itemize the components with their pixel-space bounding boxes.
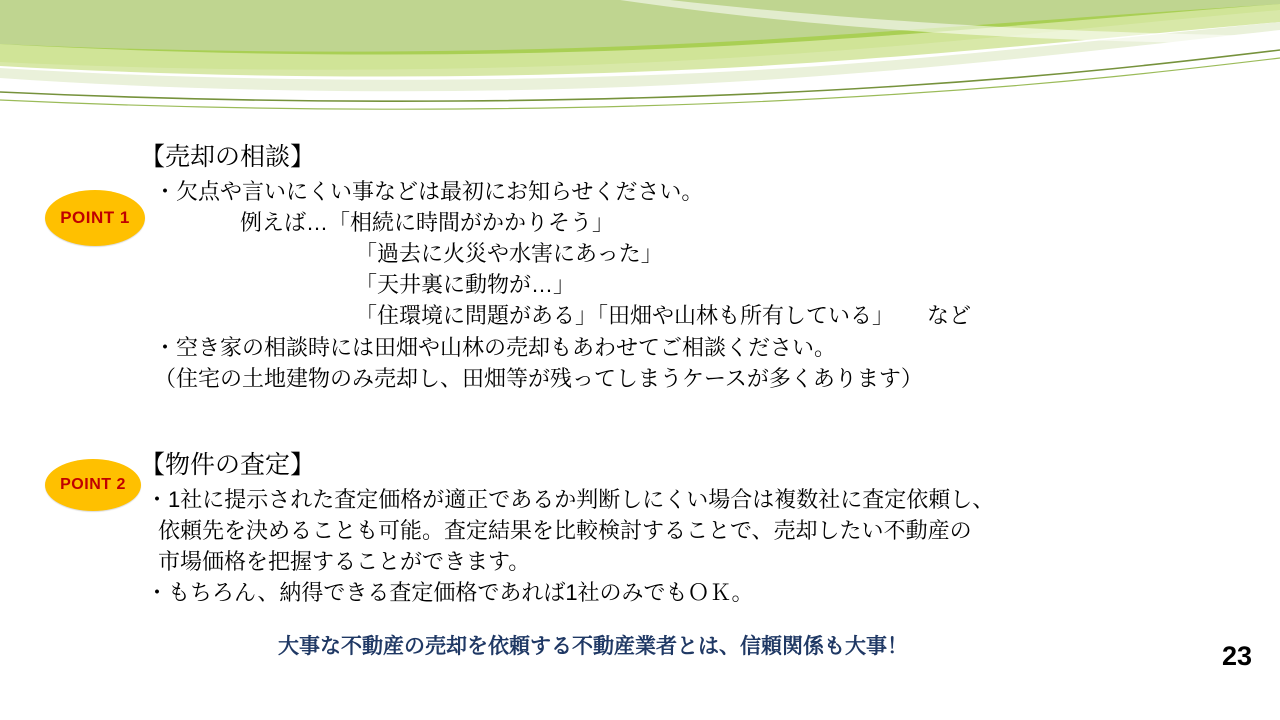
point1-line-3: 「過去に火災や水害にあった」 bbox=[355, 240, 663, 266]
point2-line-2: 依頼先を決めることも可能。査定結果を比較検討することで、売却したい不動産の bbox=[158, 517, 972, 543]
point1-line-2: 例えば…「相続に時間がかかりそう」 bbox=[240, 209, 615, 235]
point2-badge-label: POINT 2 bbox=[60, 476, 126, 493]
point1-badge-label: POINT 1 bbox=[60, 208, 130, 227]
tagline: 大事な不動産の売却を依頼する不動産業者とは、信頼関係も大事！ bbox=[278, 635, 908, 658]
point1-line-6: ・空き家の相談時には田畑や山林の売却もあわせてご相談ください。 bbox=[154, 334, 837, 360]
point2-line-1: ・1社に提示された査定価格が適正であるか判断しにくい場合は複数社に査定依頼し、 bbox=[146, 486, 995, 512]
point1-line-5: 「住環境に問題がある」「田畑や山林も所有している」 など bbox=[355, 303, 972, 329]
point1-line-4: 「天井裏に動物が…」 bbox=[355, 272, 576, 298]
point2-badge bbox=[45, 459, 141, 511]
point1-line-1: ・欠点や言いにくい事などは最初にお知らせください。 bbox=[154, 178, 704, 204]
page-number: 23 bbox=[1221, 641, 1252, 671]
point2-text-block bbox=[140, 448, 994, 608]
point2-title: 【物件の査定】 bbox=[140, 451, 316, 479]
point1-text-block bbox=[140, 140, 971, 394]
point2-line-3: 市場価格を把握することができます。 bbox=[158, 548, 531, 574]
point2-line-4: ・もちろん、納得できる査定価格であれば1社のみでもＯＫ。 bbox=[146, 580, 754, 606]
point1-badge bbox=[45, 190, 145, 246]
point1-title: 【売却の相談】 bbox=[140, 143, 316, 171]
point1-line-7: （住宅の土地建物のみ売却し、田畑等が残ってしまうケースが多くあります） bbox=[154, 365, 923, 391]
